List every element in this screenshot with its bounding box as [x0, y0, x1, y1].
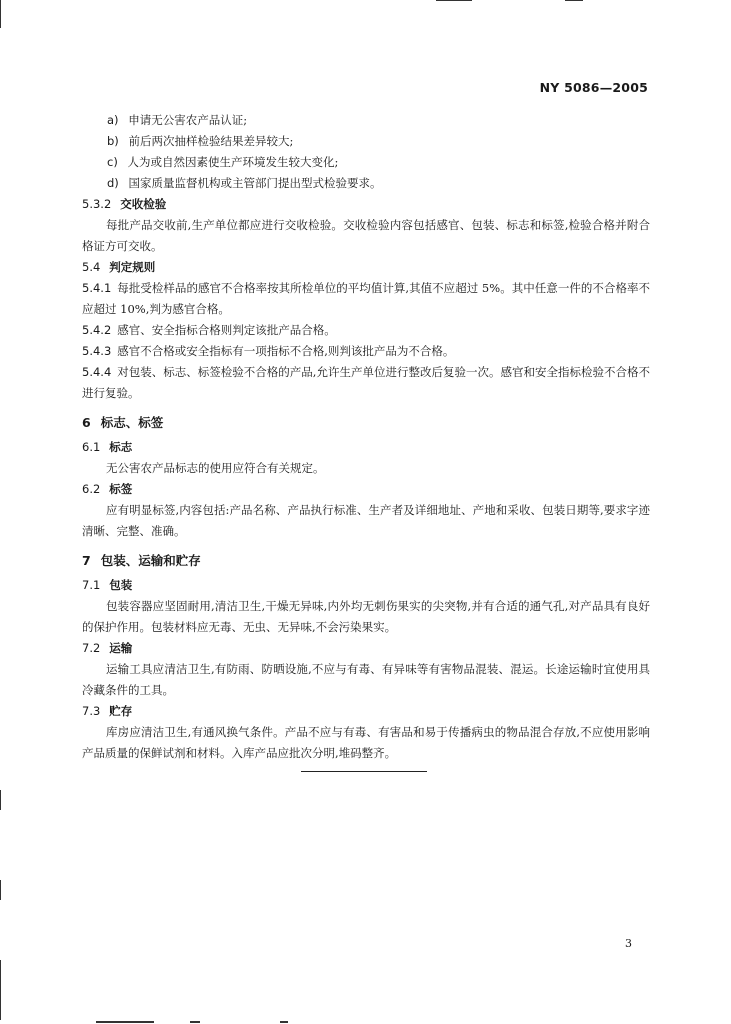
document-body — [82, 110, 650, 764]
paragraph-text: 感官、安全指标合格则判定该批产品合格。 — [117, 323, 336, 337]
paragraph-5-4-4 — [82, 362, 650, 404]
scan-edge-mark — [96, 1021, 154, 1023]
section-number: 6.2 — [82, 482, 101, 496]
document-number: NY 5086—2005 — [539, 80, 648, 95]
section-number: 5.3.2 — [82, 197, 112, 211]
section-heading-5-4 — [82, 257, 650, 278]
paragraph-5-4-1 — [82, 278, 650, 320]
paragraph-text: 每批受检样品的感官不合格率按其所检单位的平均值计算,其值不应超过 5%。其中任意一件的不合格率不应超过 10%,判为感官合格。 — [82, 281, 650, 316]
scan-edge-mark — [190, 1021, 200, 1023]
section-heading-6-2 — [82, 479, 650, 500]
scan-edge-mark — [0, 0, 1, 28]
section-title: 标志、标签 — [100, 415, 164, 430]
section-title: 包装 — [109, 578, 133, 592]
list-item — [82, 152, 650, 173]
section-number: 5.4.1 — [82, 281, 112, 295]
scan-edge-mark — [0, 880, 1, 900]
section-heading-7-3 — [82, 701, 650, 722]
section-heading-6 — [82, 412, 650, 433]
list-item-label: a) — [107, 113, 119, 127]
list-item-text: 申请无公害农产品认证; — [128, 113, 248, 127]
section-title: 交收检验 — [120, 197, 167, 211]
paragraph-text: 感官不合格或安全指标有一项指标不合格,则判该批产品为不合格。 — [117, 344, 455, 358]
list-item-label: d) — [107, 176, 119, 190]
paragraph-5-3-2: 每批产品交收前,生产单位都应进行交收检验。交收检验内容包括感官、包装、标志和标签,检验合格并附合格证方可交收。 — [82, 218, 650, 253]
scan-edge-mark — [0, 960, 1, 1020]
section-title: 贮存 — [109, 704, 133, 718]
section-heading-5-3-2 — [82, 194, 650, 215]
scan-edge-mark — [0, 790, 1, 810]
list-item-text: 国家质量监督机构或主管部门提出型式检验要求。 — [128, 176, 382, 190]
section-heading-7-2 — [82, 638, 650, 659]
list-item-text: 人为或自然因素使生产环境发生较大变化; — [127, 155, 339, 169]
section-number: 7.1 — [82, 578, 101, 592]
section-number: 7 — [82, 553, 91, 568]
list-item — [82, 110, 650, 131]
scan-edge-mark — [436, 0, 472, 1]
section-title: 包装、运输和贮存 — [100, 553, 201, 568]
paragraph-5-4-3 — [82, 341, 650, 362]
section-title: 运输 — [109, 641, 133, 655]
paragraph-6-1: 无公害农产品标志的使用应符合有关规定。 — [106, 461, 325, 475]
list-item — [82, 131, 650, 152]
paragraph-text: 对包装、标志、标签检验不合格的产品,允许生产单位进行整改后复验一次。感官和安全指标检验不合格不进行复验。 — [82, 365, 650, 400]
section-heading-7-1 — [82, 575, 650, 596]
section-number: 6.1 — [82, 440, 101, 454]
list-item — [82, 173, 650, 194]
section-number: 5.4.4 — [82, 365, 112, 379]
paragraph-7-3: 库房应清洁卫生,有通风换气条件。产品不应与有毒、有害品和易于传播病虫的物品混合存放,不应使用影响产品质量的保鲜试剂和材料。入库产品应批次分明,堆码整齐。 — [82, 725, 650, 760]
paragraph-7-1: 包装容器应坚固耐用,清洁卫生,干燥无异味,内外均无刺伤果实的尖突物,并有合适的通气孔,对产品具有良好的保护作用。包装材料应无毒、无虫、无异味,不会污染果实。 — [82, 599, 650, 634]
section-number: 7.3 — [82, 704, 101, 718]
scan-edge-mark — [280, 1021, 288, 1023]
page-number: 3 — [625, 937, 632, 950]
list-item-label: c) — [107, 155, 118, 169]
scan-edge-mark — [565, 0, 583, 1]
section-number: 7.2 — [82, 641, 101, 655]
section-number: 5.4.2 — [82, 323, 112, 337]
list-item-label: b) — [107, 134, 119, 148]
section-number: 5.4.3 — [82, 344, 112, 358]
paragraph-5-4-2 — [82, 320, 650, 341]
section-heading-6-1 — [82, 437, 650, 458]
section-number: 6 — [82, 415, 91, 430]
section-title: 判定规则 — [109, 260, 156, 274]
section-number: 5.4 — [82, 260, 101, 274]
paragraph-6-2: 应有明显标签,内容包括:产品名称、产品执行标准、生产者及详细地址、产地和采收、包装日期等,要求字迹清晰、完整、准确。 — [82, 503, 650, 538]
section-title: 标签 — [109, 482, 133, 496]
end-of-document-rule — [301, 771, 427, 772]
section-title: 标志 — [109, 440, 133, 454]
list-item-text: 前后两次抽样检验结果差异较大; — [128, 134, 294, 148]
section-heading-7 — [82, 550, 650, 571]
paragraph-7-2: 运输工具应清洁卫生,有防雨、防晒设施,不应与有毒、有异味等有害物品混装、混运。长途运输时宜使用具冷藏条件的工具。 — [82, 662, 650, 697]
